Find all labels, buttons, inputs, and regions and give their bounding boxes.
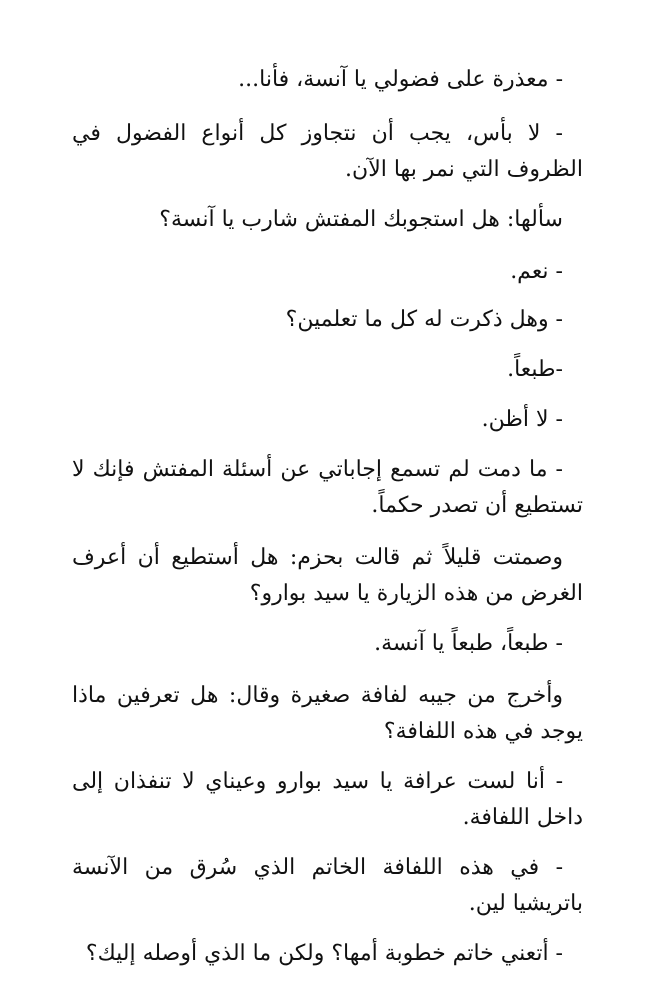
paragraph: وصمتت قليلاً ثم قالت بحزم: هل أستطيع أن أعرف الغرض من هذه الزيارة يا سيد بوارو؟ <box>72 545 583 606</box>
paragraph: - لا أظن. <box>481 407 563 432</box>
paragraph: - أتعني خاتم خطوبة أمها؟ ولكن ما الذي أوصله إليك؟ <box>85 941 563 966</box>
paragraph: -طبعاً. <box>507 357 563 382</box>
paragraph: - وهل ذكرت له كل ما تعلمين؟ <box>285 307 563 332</box>
paragraph: - في هذه اللفافة الخاتم الذي سُرق من الآنسة باتريشيا لين. <box>72 855 583 916</box>
paragraph: - نعم. <box>510 259 563 284</box>
paragraph: وأخرج من جيبه لفافة صغيرة وقال: هل تعرفين ماذا يوجد في هذه اللفافة؟ <box>72 683 583 744</box>
paragraph: - طبعاً، طبعاً يا آنسة. <box>374 631 563 656</box>
paragraph: - معذرة على فضولي يا آنسة، فأنا... <box>238 67 563 92</box>
paragraph: سألها: هل استجوبك المفتش شارب يا آنسة؟ <box>159 207 563 232</box>
paragraph: - أنا لست عرافة يا سيد بوارو وعيناي لا تنفذان إلى داخل اللفافة. <box>72 769 583 830</box>
paragraph: - ما دمت لم تسمع إجاباتي عن أسئلة المفتش فإنك لا تستطيع أن تصدر حكماً. <box>72 457 583 518</box>
paragraph: - لا بأس، يجب أن نتجاوز كل أنواع الفضول في الظروف التي نمر بها الآن. <box>72 121 583 182</box>
